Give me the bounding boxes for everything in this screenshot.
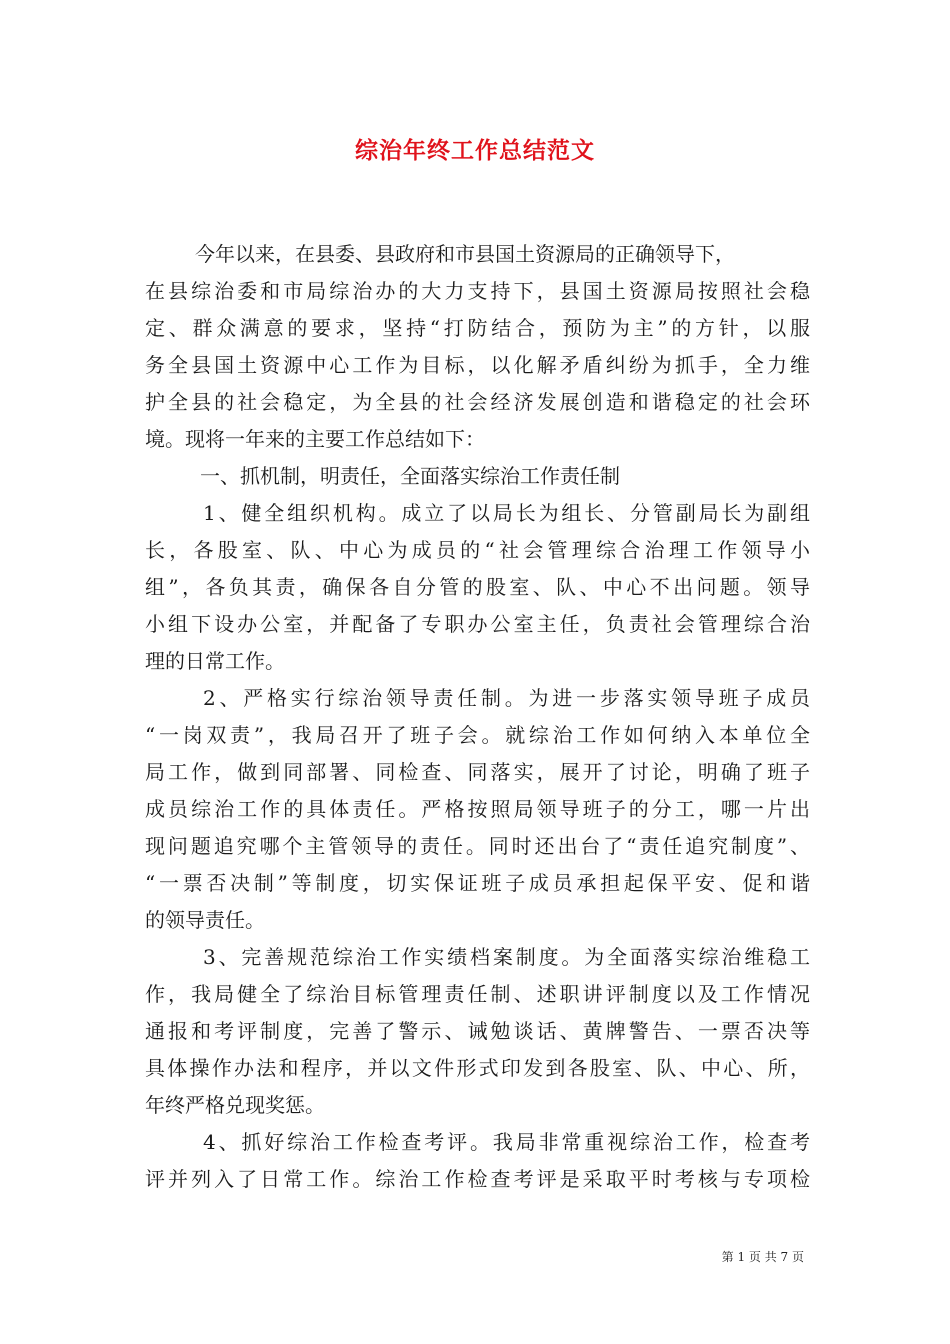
text-line: 作，我局健全了综治目标管理责任制、述职讲评制度以及工作情况 <box>145 982 810 1006</box>
document-title: 综治年终工作总结范文 <box>355 138 595 164</box>
text-line: 2、严格实行综治领导责任制。为进一步落实领导班子成员 <box>203 686 810 710</box>
text-line: 具体操作办法和程序，并以文件形式印发到各股室、队、中心、所， <box>145 1056 810 1080</box>
section-heading: 一、抓机制，明责任，全面落实综治工作责任制 <box>200 464 620 488</box>
text-line: 通报和考评制度，完善了警示、诫勉谈话、黄牌警告、一票否决等 <box>145 1019 810 1043</box>
text-line: 定、群众满意的要求，坚持“打防结合，预防为主”的方针，以服 <box>145 316 810 340</box>
text-line: 年终严格兑现奖惩。 <box>145 1093 325 1117</box>
text-line: 小组下设办公室，并配备了专职办公室主任，负责社会管理综合治 <box>145 612 810 636</box>
text-line: 长，各股室、队、中心为成员的“社会管理综合治理工作领导小 <box>145 538 810 562</box>
text-line: 现问题追究哪个主管领导的责任。同时还出台了“责任追究制度”、 <box>145 834 810 858</box>
text-line: 组”，各负其责，确保各自分管的股室、队、中心不出问题。领导 <box>145 575 810 599</box>
text-line: 今年以来，在县委、县政府和市县国土资源局的正确领导下， <box>195 242 735 266</box>
text-line: 护全县的社会稳定，为全县的社会经济发展创造和谐稳定的社会环 <box>145 390 810 414</box>
text-line: 境。现将一年来的主要工作总结如下： <box>145 427 485 451</box>
text-line: 评并列入了日常工作。综治工作检查考评是采取平时考核与专项检 <box>145 1167 810 1191</box>
text-line: 理的日常工作。 <box>145 649 285 673</box>
text-line: “一票否决制”等制度，切实保证班子成员承担起保平安、促和谐 <box>145 871 810 895</box>
text-line: 局工作，做到同部署、同检查、同落实，展开了讨论，明确了班子 <box>145 760 810 784</box>
text-line: 成员综治工作的具体责任。严格按照局领导班子的分工，哪一片出 <box>145 797 810 821</box>
page-number-footer: 第 1 页 共 7 页 <box>721 1250 804 1264</box>
document-body <box>145 236 810 1198</box>
text-line: 1、健全组织机构。成立了以局长为组长、分管副局长为副组 <box>203 501 810 525</box>
text-line: 务全县国土资源中心工作为目标，以化解矛盾纠纷为抓手，全力维 <box>145 353 810 377</box>
text-line: 4、抓好综治工作检查考评。我局非常重视综治工作，检查考 <box>203 1130 810 1154</box>
text-line: “一岗双责”，我局召开了班子会。就综治工作如何纳入本单位全 <box>145 723 810 747</box>
text-line: 在县综治委和市局综治办的大力支持下，县国土资源局按照社会稳 <box>145 279 810 303</box>
text-line: 3、完善规范综治工作实绩档案制度。为全面落实综治维稳工 <box>203 945 810 969</box>
text-line: 的领导责任。 <box>145 908 265 932</box>
